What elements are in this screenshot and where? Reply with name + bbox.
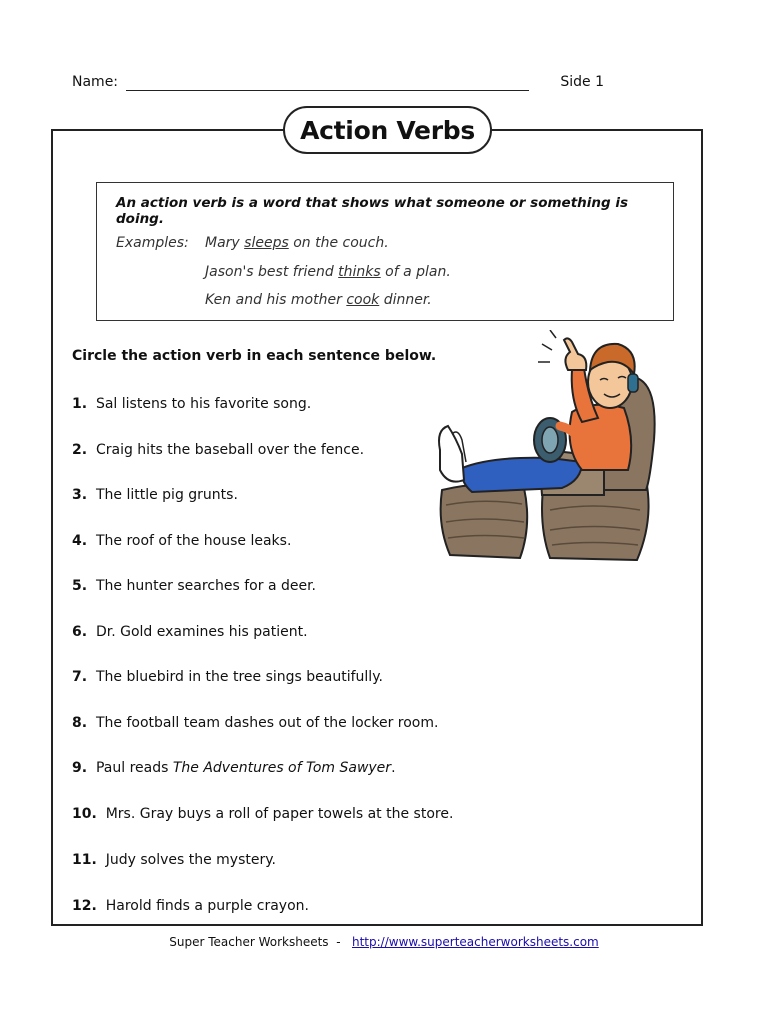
example-text: dinner. xyxy=(379,292,432,308)
definition-text: An action verb is a word that shows what someone or something is doing. xyxy=(116,195,629,227)
question-item[interactable] xyxy=(72,533,291,549)
question-item[interactable] xyxy=(72,442,364,458)
question-number: 3. xyxy=(72,487,88,503)
book-title[interactable]: The Adventures of Tom Sawyer xyxy=(172,760,392,776)
question-item[interactable] xyxy=(72,669,383,685)
question-text[interactable]: Sal listens to his favorite song. xyxy=(95,396,312,412)
question-text[interactable]: Harold finds a purple crayon. xyxy=(105,898,309,914)
example-text: of a plan. xyxy=(380,264,451,280)
question-text[interactable]: Judy solves the mystery. xyxy=(105,852,276,868)
side-label: Side 1 xyxy=(560,74,604,90)
question-number: 12. xyxy=(72,898,97,914)
example-verb: thinks xyxy=(338,264,381,280)
name-label: Name: xyxy=(72,74,119,90)
example-text: Mary xyxy=(205,235,245,251)
footer-separator: - xyxy=(336,935,341,949)
man-in-recliner-illustration xyxy=(432,330,662,565)
question-item[interactable] xyxy=(72,624,308,640)
example-text: Ken and his mother xyxy=(205,292,347,308)
name-header xyxy=(72,74,604,96)
question-text[interactable]: The football team dashes out of the locker room. xyxy=(95,715,439,731)
question-number: 11. xyxy=(72,852,97,868)
question-text[interactable]: Mrs. Gray buys a roll of paper towels at the store. xyxy=(105,806,454,822)
example-verb: cook xyxy=(346,292,380,308)
example-sentence xyxy=(205,264,451,280)
question-text[interactable]: The roof of the house leaks. xyxy=(95,533,292,549)
question-text[interactable]: The little pig grunts. xyxy=(95,487,238,503)
question-number: 6. xyxy=(72,624,88,640)
example-text: on the couch. xyxy=(288,235,389,251)
question-number: 8. xyxy=(72,715,88,731)
footer xyxy=(0,935,768,949)
question-item[interactable] xyxy=(72,487,238,503)
question-number: 9. xyxy=(72,760,88,776)
definition-box xyxy=(96,182,674,321)
question-number: 4. xyxy=(72,533,88,549)
worksheet-title xyxy=(283,106,492,154)
question-number: 2. xyxy=(72,442,88,458)
instructions: Circle the action verb in each sentence below. xyxy=(72,348,437,364)
question-number: 1. xyxy=(72,396,88,412)
question-item[interactable] xyxy=(72,396,311,412)
question-number: 10. xyxy=(72,806,97,822)
name-blank-line[interactable] xyxy=(126,90,529,91)
example-verb: sleeps xyxy=(244,235,289,251)
question-text[interactable]: The hunter searches for a deer. xyxy=(95,578,317,594)
footer-url-link[interactable]: http://www.superteacherworksheets.com xyxy=(352,935,599,949)
question-text[interactable]: The bluebird in the tree sings beautifully. xyxy=(95,669,383,685)
example-sentence xyxy=(205,235,389,251)
question-item[interactable] xyxy=(72,715,438,731)
question-item[interactable] xyxy=(72,760,396,776)
question-number: 7. xyxy=(72,669,88,685)
title-text: Action Verbs xyxy=(300,115,475,145)
examples-label: Examples: xyxy=(116,235,189,251)
question-text[interactable]: Dr. Gold examines his patient. xyxy=(95,624,308,640)
example-sentence xyxy=(205,292,432,308)
headphones-icon xyxy=(628,374,638,392)
question-item[interactable] xyxy=(72,578,316,594)
question-item[interactable] xyxy=(72,806,453,822)
question-number: 5. xyxy=(72,578,88,594)
question-item[interactable] xyxy=(72,898,309,914)
footer-site-name: Super Teacher Worksheets xyxy=(169,935,329,949)
question-item[interactable] xyxy=(72,852,276,868)
question-text[interactable] xyxy=(96,760,396,776)
example-text: Jason's best friend xyxy=(205,264,339,280)
question-text-part[interactable]: Paul reads xyxy=(95,760,173,776)
question-text-part: . xyxy=(391,760,396,776)
jeans xyxy=(462,458,582,492)
pointing-hand xyxy=(564,338,586,370)
question-text[interactable]: Craig hits the baseball over the fence. xyxy=(95,442,365,458)
